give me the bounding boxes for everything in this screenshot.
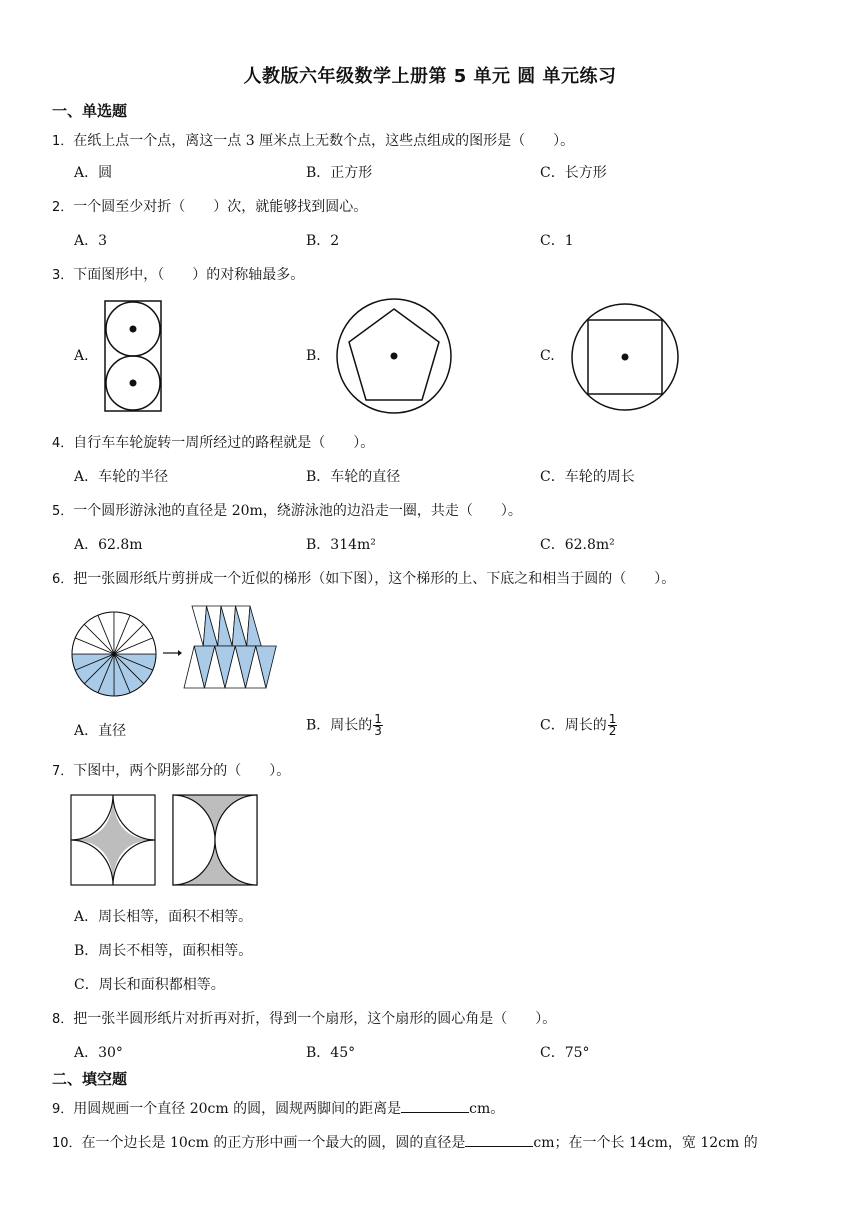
question-text: 把一张半圆形纸片对折再对折，得到一个扇形，这个扇形的圆心角是（ ）。 bbox=[73, 1011, 557, 1027]
option-a[interactable]: A．30° bbox=[74, 1045, 123, 1061]
option-c[interactable]: C．长方形 bbox=[540, 165, 607, 181]
option-b[interactable]: B．车轮的直径 bbox=[306, 469, 401, 485]
question-text: 用圆规画一个直径 20cm 的圆，圆规两脚间的距离是 bbox=[73, 1101, 402, 1117]
option-b[interactable]: B．周长不相等，面积相等。 bbox=[74, 943, 253, 959]
question-7 bbox=[52, 760, 290, 780]
option-b[interactable]: B．314m² bbox=[306, 537, 376, 553]
option-b[interactable] bbox=[306, 714, 383, 737]
option-a[interactable]: A．车轮的半径 bbox=[74, 469, 169, 485]
question-text-tail: cm。 bbox=[469, 1101, 505, 1117]
question-text: 在一个边长是 10cm 的正方形中画一个最大的圆，圆的直径是 bbox=[81, 1135, 466, 1151]
question-text: 一个圆至少对折（ ）次，就能够找到圆心。 bbox=[73, 199, 368, 215]
page-title: 人教版六年级数学上册第 5 单元 圆 单元练习 bbox=[243, 66, 617, 87]
figure-circle-square bbox=[570, 302, 680, 412]
arrow-icon bbox=[162, 648, 182, 658]
option-b[interactable]: B．45° bbox=[306, 1045, 356, 1061]
option-b[interactable]: B．正方形 bbox=[306, 165, 373, 181]
fraction-numerator: 1 bbox=[608, 712, 617, 726]
question-number: 9． bbox=[52, 1102, 74, 1117]
option-c[interactable]: C．62.8m² bbox=[540, 537, 615, 553]
section-heading-fill-in: 二、填空题 bbox=[52, 1070, 128, 1088]
option-a[interactable]: A. bbox=[74, 348, 89, 364]
question-number: 2． bbox=[52, 200, 74, 215]
figure-rectangle-two-circles bbox=[104, 300, 162, 412]
option-b[interactable]: B．2 bbox=[306, 233, 340, 249]
option-a[interactable]: A．圆 bbox=[74, 165, 113, 181]
question-number: 1． bbox=[52, 134, 74, 149]
fraction-denominator: 2 bbox=[608, 724, 617, 738]
question-number: 3． bbox=[52, 268, 74, 283]
figure-approx-trapezoid bbox=[182, 604, 268, 690]
option-c[interactable] bbox=[540, 714, 617, 737]
figure-square-two-semicircles bbox=[172, 794, 260, 886]
question-text: 下面图形中，（ ）的对称轴最多。 bbox=[73, 267, 305, 283]
question-4 bbox=[52, 432, 374, 452]
option-c[interactable]: C．1 bbox=[540, 233, 574, 249]
answer-blank[interactable] bbox=[401, 1098, 469, 1113]
question-number: 5． bbox=[52, 504, 74, 519]
fraction bbox=[608, 714, 618, 737]
question-text-tail: cm；在一个长 14cm，宽 12cm 的 bbox=[533, 1135, 758, 1151]
question-3 bbox=[52, 264, 304, 284]
option-text: C．周长的 bbox=[540, 717, 607, 734]
question-2 bbox=[52, 196, 367, 216]
option-a[interactable]: A．直径 bbox=[74, 723, 127, 739]
fraction-denominator: 3 bbox=[374, 724, 382, 738]
question-text: 在纸上点一个点，离这一点 3 厘米点上无数个点，这些点组成的图形是（ ）。 bbox=[73, 133, 575, 149]
option-c[interactable]: C．车轮的周长 bbox=[540, 469, 635, 485]
fraction bbox=[373, 714, 383, 737]
answer-blank[interactable] bbox=[465, 1132, 533, 1147]
option-b[interactable]: B. bbox=[306, 348, 321, 364]
question-text: 把一张圆形纸片剪拼成一个近似的梯形（如下图），这个梯形的上、下底之和相当于圆的（ ）。 bbox=[73, 571, 676, 587]
question-number: 8． bbox=[52, 1012, 74, 1027]
option-c[interactable]: C．75° bbox=[540, 1045, 590, 1061]
question-number: 10． bbox=[52, 1136, 82, 1151]
option-a[interactable]: A．62.8m bbox=[74, 537, 143, 553]
question-text: 一个圆形游泳池的直径是 20m，绕游泳池的边沿走一圈，共走（ ）。 bbox=[73, 503, 522, 519]
question-6 bbox=[52, 568, 675, 588]
question-number: 6． bbox=[52, 572, 74, 587]
figure-circle-pentagon bbox=[334, 297, 454, 415]
section-heading-single-choice: 一、单选题 bbox=[52, 102, 128, 120]
option-a[interactable]: A．3 bbox=[74, 233, 108, 249]
question-10 bbox=[52, 1132, 758, 1152]
option-c[interactable]: C．周长和面积都相等。 bbox=[74, 977, 225, 993]
option-a[interactable]: A．周长相等，面积不相等。 bbox=[74, 909, 253, 925]
question-5 bbox=[52, 500, 522, 520]
figure-sliced-circle bbox=[70, 610, 158, 698]
fraction-numerator: 1 bbox=[374, 712, 382, 726]
question-number: 7． bbox=[52, 764, 74, 779]
question-text: 自行车车轮旋转一周所经过的路程就是（ ）。 bbox=[73, 435, 375, 451]
question-9 bbox=[52, 1098, 504, 1118]
question-text: 下图中，两个阴影部分的（ ）。 bbox=[73, 763, 291, 779]
question-number: 4． bbox=[52, 436, 74, 451]
question-8 bbox=[52, 1008, 556, 1028]
option-text: B．周长的 bbox=[306, 717, 373, 734]
figure-square-four-quarter-circles bbox=[70, 794, 158, 886]
option-c[interactable]: C. bbox=[540, 348, 555, 364]
question-1 bbox=[52, 130, 574, 150]
